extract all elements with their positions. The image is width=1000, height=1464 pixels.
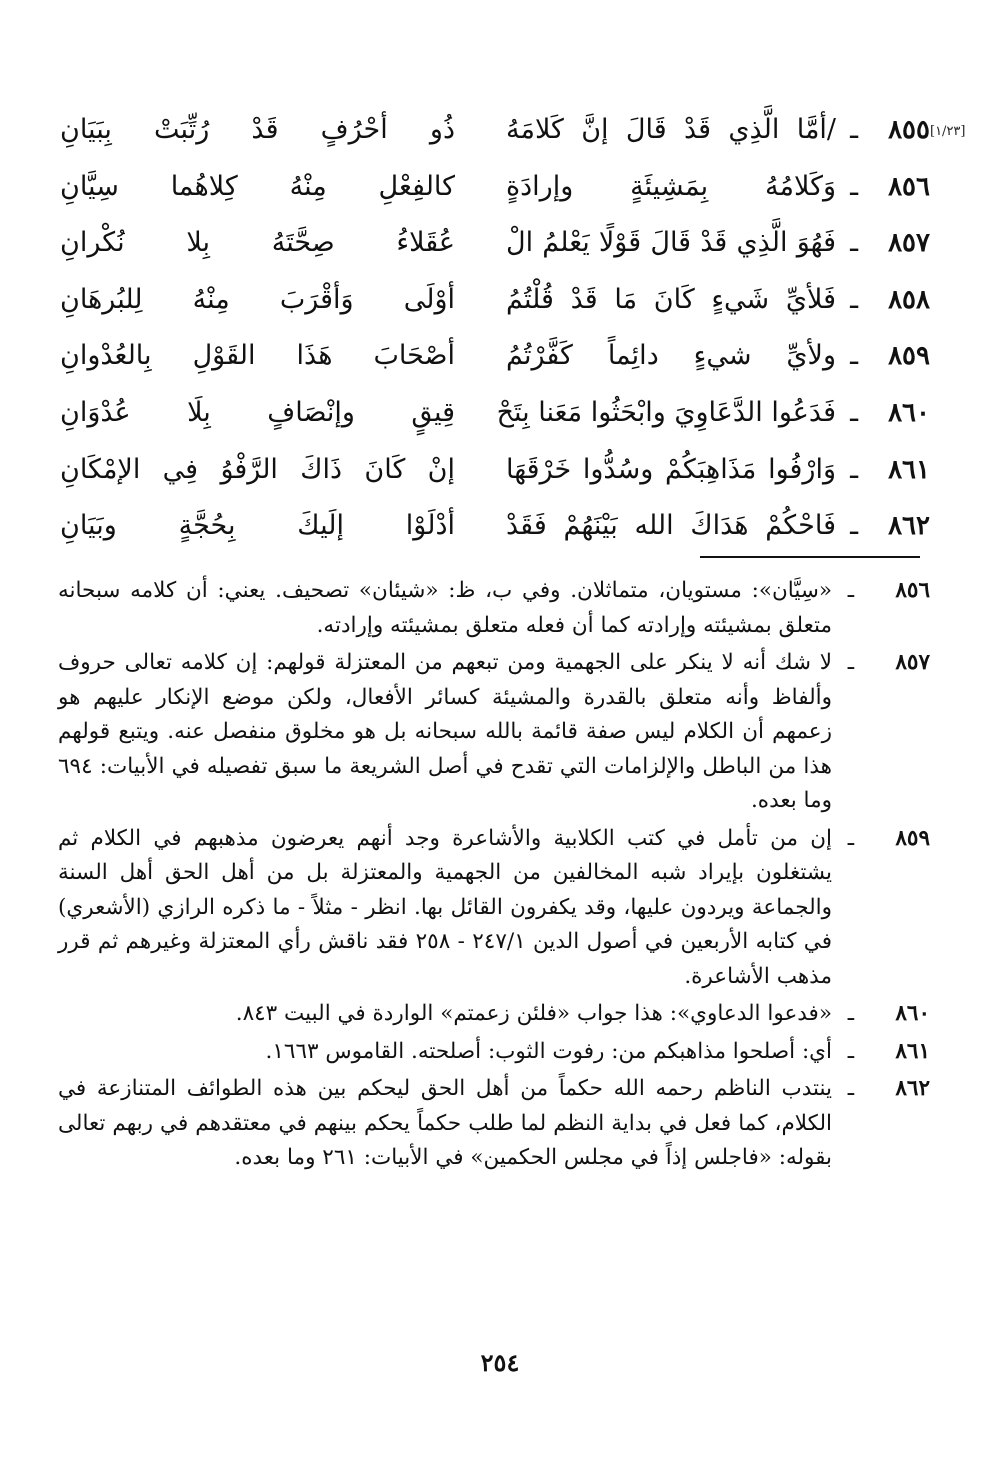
footnote-text: أي: أصلحوا مذاهبكم من: رفوت الثوب: أصلحته. القاموس ١٦٦٣. [265, 1038, 832, 1064]
verse-line [60, 272, 930, 329]
verse-list [60, 102, 930, 555]
footnote-text: «فدعوا الدعاوي»: هذا جواب «فلئن زعمتم» الواردة في البيت ٨٤٣. [235, 1001, 832, 1026]
footnote-number: ٨٦٠ [895, 1001, 930, 1026]
verse-first-hemistich: وَكَلامُهُ بِمَشِيئَةٍ وإرادَةٍ [506, 170, 836, 202]
verse-second-hemistich: أصْحَابَ هَذَا القَوْلِ بِالعُدْوانِ [60, 340, 455, 372]
footnote [58, 1072, 930, 1176]
verse-second-hemistich: ذُو أحْرُفٍ قَدْ رُتِّبَتْ بِبَيَانِ [60, 114, 455, 145]
footnote-dash: ـ [847, 825, 854, 851]
footnote-text: «سِيَّان»: مستويان، متماثلان. وفي ب، ظ: «شيئان» تصحيف. يعني: أن كلامه سبحانه متعلق بمشيئته وإرادته كما أن فعله متعلق بمشيئته وإرادته. [58, 578, 832, 638]
verse-first-hemistich: ولأيِّ شيءٍ دائِماً كَفَّرْتُمُ [506, 340, 836, 372]
verse-second-hemistich: إنْ كَانَ ذَاكَ الرَّفْوُ فِي الإمْكَانِ [60, 453, 455, 485]
verse-line [60, 385, 930, 442]
margin-reference: [١/٢٣] [930, 124, 966, 139]
verse-line [60, 159, 930, 216]
verse-dash: ـ [850, 227, 858, 259]
verse-second-hemistich: أدْلَوْا إلَيكَ بِحُجَّةٍ وبَيَانِ [60, 510, 455, 542]
verse-dash: ـ [850, 114, 858, 145]
verse-line [60, 102, 930, 159]
footnote-dash: ـ [847, 1038, 854, 1064]
verse-first-hemistich: فَدَعُوا الدَّعَاوِيَ وابْحَثُوا مَعَنا بِتَحْ [496, 396, 836, 428]
verse-number: ٨٥٥ [888, 115, 930, 145]
verse-second-hemistich: عُقَلاءُ صِحَّتَهُ بِلا نُكْرانِ [60, 227, 455, 259]
footnote-number: ٨٥٦ [895, 578, 930, 603]
verse-number: ٨٦١ [888, 454, 930, 485]
verse-number: ٨٦٢ [888, 511, 930, 542]
verse-dash: ـ [850, 510, 858, 542]
verse-first-hemistich: وَارْفُوا مَذَاهِبَكُمْ وسُدُّوا خَرْقَهَا [506, 453, 836, 485]
verse-first-hemistich: /أمَّا الَّذِي قَدْ قَالَ إنَّ كَلامَهُ [506, 114, 836, 145]
verse-number: ٨٥٦ [888, 171, 930, 202]
footnote-text: ينتدب الناظم رحمه الله حكماً من أهل الحق ليحكم بين هذه الطوائف المتنازعة في الكلام، كما فعل في بداية النظم لما طلب حكماً يحكم بينهم في معتقدهم في ربهم تعالى بقوله: «فاجلس إذاً في مجلس الحكمين» في الأبيات: ٢٦١ وما بعده. [58, 1076, 832, 1170]
footnote-number: ٨٥٧ [895, 650, 930, 675]
verse-dash: ـ [850, 283, 858, 315]
verse-first-hemistich: فَهُوَ الَّذِي قَدْ قَالَ قَوْلًا يَعْلمُ الْ [506, 227, 836, 259]
footnote-number: ٨٦١ [895, 1038, 930, 1064]
verse-number: ٨٥٩ [888, 341, 930, 372]
verse-number: ٨٥٧ [888, 228, 930, 259]
footnote-separator [700, 556, 920, 558]
verse-number: ٨٦٠ [888, 397, 930, 428]
footnote-text: إن من تأمل في كتب الكلابية والأشاعرة وجد أنهم يعرضون مذهبهم في الكلام ثم يشتغلون بإيراد شبه المخالفين من الجهمية والمعتزلة بل من أهل الحق أهل السنة والجماعة ويردون عليها، وقد يكفرون القائل بها. انظر - مثلاً - ما ذكره الرازي (الأشعري) في كتابه الأربعين في أصول الدين ٢٤٧/١ - ٢٥٨ فقد ناقش رأي المعتزلة وغيرهم ثم قرر مذهب الأشاعرة. [58, 825, 832, 989]
footnote-dash: ـ [847, 650, 854, 675]
verse-line [60, 215, 930, 272]
verse-dash: ـ [850, 453, 858, 485]
verse-line [60, 442, 930, 499]
footnote [58, 997, 930, 1032]
verse-second-hemistich: كالفِعْلِ مِنْهُ كِلاهُما سِيَّانِ [60, 170, 455, 202]
footnote [58, 646, 930, 819]
verse-first-hemistich: فَاحْكُمْ هَدَاكَ الله بَيْنَهُمْ فَقَدْ [506, 510, 836, 542]
verse-first-hemistich: فَلأيِّ شَيءٍ كَانَ مَا قَدْ قُلْتُمُ [506, 283, 836, 315]
verse-dash: ـ [850, 170, 858, 202]
footnote [58, 574, 930, 643]
footnote-dash: ـ [847, 1001, 854, 1026]
footnote-dash: ـ [847, 578, 854, 603]
verse-line [60, 328, 930, 385]
page-number: ٢٥٤ [480, 1348, 520, 1377]
verse-second-hemistich: أوْلَى وَأقْرَبَ مِنْهُ لِلبُرهَانِ [60, 283, 455, 315]
footnote-dash: ـ [847, 1076, 854, 1101]
verse-dash: ـ [850, 396, 858, 428]
verse-dash: ـ [850, 340, 858, 372]
verse-number: ٨٥٨ [888, 284, 930, 315]
footnote-number: ٨٥٩ [895, 825, 930, 851]
footnote [58, 1035, 930, 1070]
footnote-number: ٨٦٢ [895, 1076, 930, 1101]
verse-second-hemistich: قِيقٍ وإنْصَافٍ بِلَا عُدْوَانِ [60, 396, 455, 428]
footnote [58, 822, 930, 995]
footnotes [58, 574, 930, 1179]
verse-line [60, 498, 930, 555]
footnote-text: لا شك أنه لا ينكر على الجهمية ومن تبعهم من المعتزلة قولهم: إن كلامه تعالى حروف وألفاظ وأنه متعلق بالقدرة والمشيئة كسائر الأفعال، ولكن موضع الإنكار عليهم هو زعمهم أن الكلام ليس صفة قائمة بالله سبحانه بل هو مخلوق منفصل عنه. ويتبع قولهم هذا من الباطل والإلزامات التي تقدح في أصل الشريعة ما سبق تفصيله في الأبيات: ٦٩٤ وما بعده. [58, 650, 832, 813]
